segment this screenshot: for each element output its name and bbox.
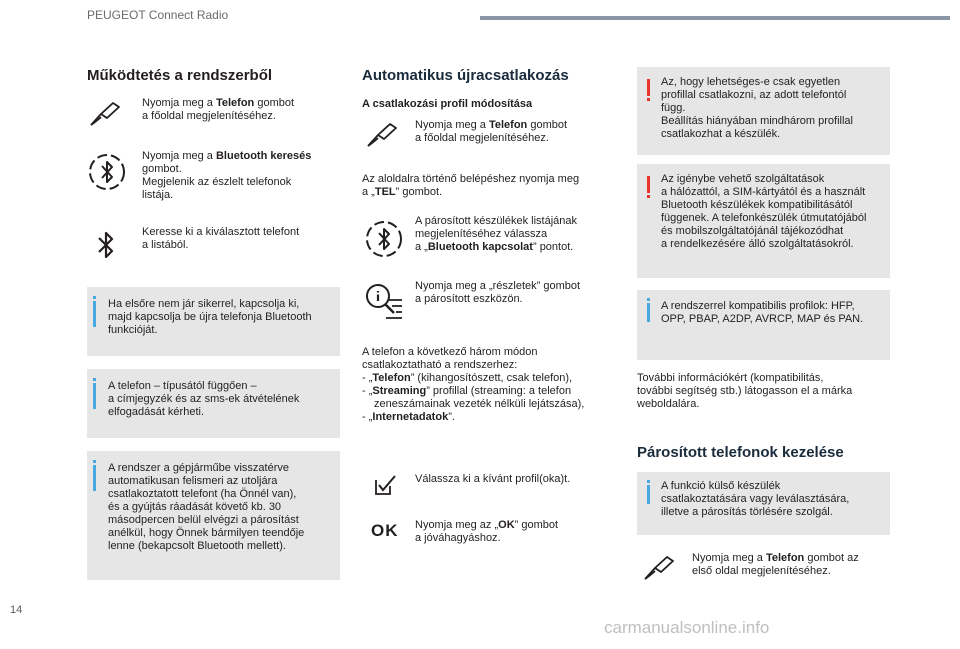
step-text: Nyomja meg a „részletek” gombot a párosított eszközön. bbox=[415, 280, 581, 305]
warning-text: Az igénybe vehető szolgáltatások a hálózattól, a SIM-kártyától és a használt Bluetooth készülékek kompatibilitásától függenek. A telefonkészülék útmutatójából és mobilszolgáltatójánál tájékozódhat a rendelkezésére álló szolgáltatásokról. bbox=[661, 173, 867, 250]
step-text: Nyomja meg a Telefon gombot az első oldal megjelenítéséhez. bbox=[692, 552, 859, 577]
bluetooth-icon bbox=[96, 230, 116, 260]
info-text: A funkció külső készülék csatlakoztatására vagy leválasztására, illetve a párosítás törlésére szolgál. bbox=[661, 480, 850, 518]
step-text: Keresse ki a kiválasztott telefont a listából. bbox=[142, 226, 300, 251]
bluetooth-search-icon bbox=[87, 152, 127, 192]
section-title-operation: Működtetés a rendszerből bbox=[87, 67, 273, 84]
step-text: Nyomja meg a Telefon gombot a főoldal megjelenítéséhez. bbox=[415, 119, 568, 144]
info-marker-icon bbox=[93, 383, 96, 409]
page-number: 14 bbox=[10, 604, 23, 616]
paragraph: Az aloldalra történő belépéshez nyomja meg a „TEL” gombot. bbox=[362, 173, 580, 198]
ok-icon: OK bbox=[371, 521, 399, 540]
step-text: A párosított készülékek listájának megjelenítéséhez válassza a „Bluetooth kapcsolat” pontot. bbox=[415, 215, 578, 253]
info-box bbox=[637, 290, 890, 360]
bluetooth-connection-icon bbox=[364, 219, 404, 259]
subsection-title: A csatlakozási profil módosítása bbox=[362, 98, 533, 110]
info-marker-icon bbox=[647, 303, 650, 322]
touch-pointer-icon bbox=[366, 122, 400, 148]
section-title-auto-reconnect: Automatikus újracsatlakozás bbox=[362, 67, 569, 84]
info-text: Ha elsőre nem jár sikerrel, kapcsolja ki, majd kapcsolja be újra telefonja Bluetooth funkcióját. bbox=[108, 298, 312, 336]
watermark: carmanualsonline.info bbox=[604, 618, 770, 637]
touch-pointer-icon bbox=[89, 101, 123, 127]
section-title-paired-phones: Párosított telefonok kezelése bbox=[637, 444, 844, 461]
warning-box bbox=[637, 164, 890, 278]
header-bar bbox=[480, 16, 950, 20]
info-box bbox=[637, 472, 890, 535]
touch-pointer-icon bbox=[643, 555, 677, 581]
info-box bbox=[87, 287, 340, 356]
info-marker-icon bbox=[93, 301, 96, 327]
info-box bbox=[87, 451, 340, 580]
running-header: PEUGEOT Connect Radio bbox=[87, 8, 229, 22]
step-text: Nyomja meg az „OK” gombot a jóváhagyáshoz. bbox=[415, 519, 559, 544]
warning-marker-icon bbox=[647, 79, 650, 96]
step-text: Válassza ki a kívánt profil(oka)t. bbox=[415, 473, 571, 485]
paragraph: A telefon a következő három módon csatlakoztatható a rendszerhez: - „Telefon” (kihangosítószett, csak telefon), - „Streaming” profillal (streaming: a telefon zeneszámainak vezeték nélküli lejátszása), - „Internetadatok”. bbox=[362, 346, 585, 423]
warning-marker-icon bbox=[647, 176, 650, 193]
info-text: A telefon – típusától függően – a címjegyzék és az sms-ek átvételének elfogadását kérheti. bbox=[108, 380, 300, 418]
info-marker-icon bbox=[647, 485, 650, 504]
paragraph: További információkért (kompatibilitás, további segítség stb.) látogasson el a márka weboldalára. bbox=[637, 372, 853, 410]
checkbox-icon bbox=[374, 474, 398, 496]
info-text: A rendszer a gépjárműbe visszatérve automatikusan felismeri az utoljára csatlakoztatott telefont (ha Önnél van), és a gyújtás ráadását követő kb. 30 másodpercen belül elvégzi a párosítást anélkül, hogy Önnek bármilyen teendője lenne (bekapcsolt Bluetooth mellett). bbox=[108, 462, 305, 552]
warning-text: Az, hogy lehetséges-e csak egyetlen profillal csatlakozni, az adott telefontól függ. Beállítás hiányában mindhárom profillal csatlakozhat a készülék. bbox=[661, 76, 853, 140]
info-marker-icon bbox=[93, 465, 96, 491]
warning-box bbox=[637, 67, 890, 155]
details-icon bbox=[364, 282, 404, 322]
info-box bbox=[87, 369, 340, 438]
info-text: A rendszerrel kompatibilis profilok: HFP, OPP, PBAP, A2DP, AVRCP, MAP és PAN. bbox=[661, 300, 864, 325]
step-text: Nyomja meg a Bluetooth keresés gombot. Megjelenik az észlelt telefonok listája. bbox=[142, 150, 312, 201]
step-text: Nyomja meg a Telefon gombot a főoldal megjelenítéséhez. bbox=[142, 97, 295, 122]
